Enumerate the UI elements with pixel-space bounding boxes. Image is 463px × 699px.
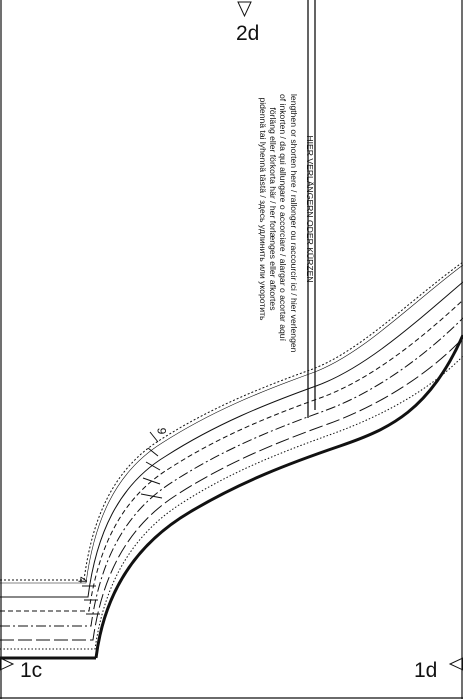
size-label-upper: 9 [154, 427, 169, 435]
instructions-line-1: lengthen or shorten here / rallonger ou raccourcir ici / hier verlengen [288, 94, 299, 353]
notch-2d-triangle [238, 2, 251, 16]
notch-1c-triangle [0, 658, 13, 670]
notch-label-1d: 1d [414, 659, 438, 682]
instructions-heading: HIER VERLÄNGERN ODER KÜRZEN [305, 135, 315, 283]
notch-1d-triangle [450, 658, 463, 670]
notch-label-2d: 2d [236, 22, 260, 45]
size-line-2 [0, 282, 463, 597]
notch-label-1c: 1c [20, 659, 43, 682]
size-label-lower: 4 [75, 576, 90, 584]
size-line-3 [0, 300, 463, 611]
instructions-text-block [257, 94, 315, 353]
size-ticks-lower [82, 586, 100, 614]
instructions-line-4: pidennä tai lyhennä tästä / здесь удлинить или укоротить [257, 97, 268, 321]
instructions-line-2: of inkorten / da qui allungare o accorciare / alargar o acortar aquí [278, 94, 289, 341]
instructions-line-3: förläng eller förkorta här / her forlænges eller afkortes [268, 107, 279, 311]
size-line-6 [0, 356, 463, 649]
